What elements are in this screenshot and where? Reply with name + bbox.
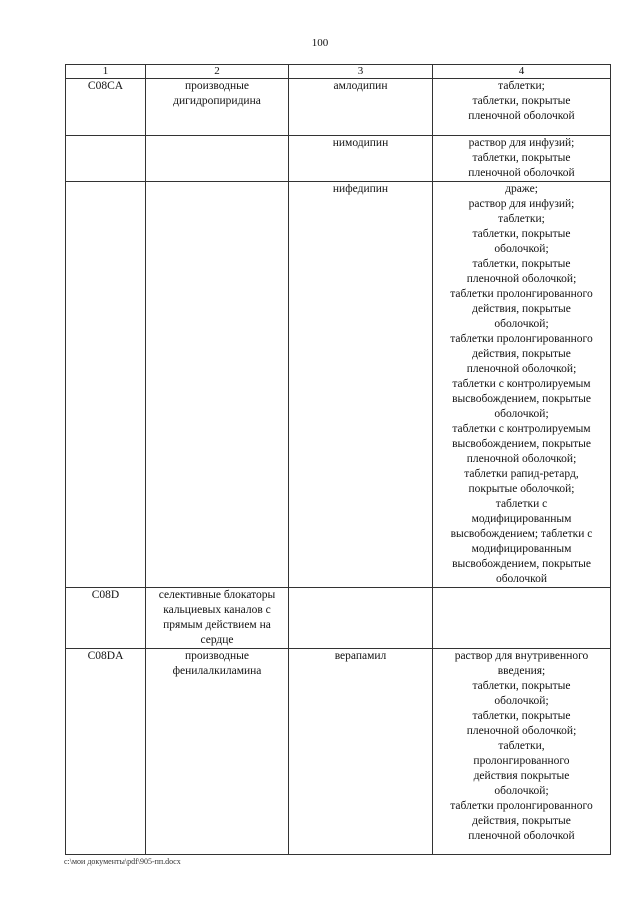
dosage-forms-cell: драже; раствор для инфузий; таблетки; таблетки, покрытые оболочкой; таблетки, покрытые пленочной оболочкой; таблетки пролонгированного действия, покрытые оболочкой; таблетки пролонгированного действия, покрытые пленочной оболочкой; таблетки с контролируемым высвобождением, покрытые оболочкой; таблетки с контролируемым высвобождением, покрытые пленочной оболочкой; таблетки рапид-ретард, покрытые оболочкой; таблетки с модифицированным высвобождением; таблетки с модифицированным высвобождением, покрытые оболочкой bbox=[433, 182, 611, 588]
atc-code-cell bbox=[66, 136, 146, 182]
header-row bbox=[66, 65, 611, 79]
atc-code-cell: C08D bbox=[66, 588, 146, 649]
drug-cell: амлодипин bbox=[289, 79, 433, 136]
group-cell: селективные блокаторы кальциевых каналов с прямым действием на сердце bbox=[146, 588, 289, 649]
group-cell: производные дигидропиридина bbox=[146, 79, 289, 136]
drug-table bbox=[65, 64, 611, 855]
drug-cell: нифедипин bbox=[289, 182, 433, 588]
table-row bbox=[66, 136, 611, 182]
table-row bbox=[66, 79, 611, 136]
table-row bbox=[66, 182, 611, 588]
page-number: 100 bbox=[311, 37, 329, 49]
group-cell bbox=[146, 182, 289, 588]
dosage-forms-cell: раствор для внутривенного введения; таблетки, покрытые оболочкой; таблетки, покрытые пленочной оболочкой; таблетки, пролонгированного действия покрытые оболочкой; таблетки пролонгированного действия, покрытые пленочной оболочкой bbox=[433, 649, 611, 855]
header-col-1: 1 bbox=[66, 65, 146, 79]
table-row bbox=[66, 649, 611, 855]
drug-cell bbox=[289, 588, 433, 649]
drug-cell: верапамил bbox=[289, 649, 433, 855]
table-row bbox=[66, 588, 611, 649]
atc-code-cell bbox=[66, 182, 146, 588]
atc-code-cell: C08DA bbox=[66, 649, 146, 855]
atc-code-cell: C08CA bbox=[66, 79, 146, 136]
header-col-4: 4 bbox=[433, 65, 611, 79]
dosage-forms-cell: раствор для инфузий; таблетки, покрытые пленочной оболочкой bbox=[433, 136, 611, 182]
drug-cell: нимодипин bbox=[289, 136, 433, 182]
group-cell: производные фенилалкиламина bbox=[146, 649, 289, 855]
dosage-forms-cell: таблетки; таблетки, покрытые пленочной оболочкой bbox=[433, 79, 611, 136]
group-cell bbox=[146, 136, 289, 182]
header-col-3: 3 bbox=[289, 65, 433, 79]
header-col-2: 2 bbox=[146, 65, 289, 79]
dosage-forms-cell bbox=[433, 588, 611, 649]
document-path-footer: c:\мои документы\pdf\905-пп.docx bbox=[64, 857, 181, 866]
